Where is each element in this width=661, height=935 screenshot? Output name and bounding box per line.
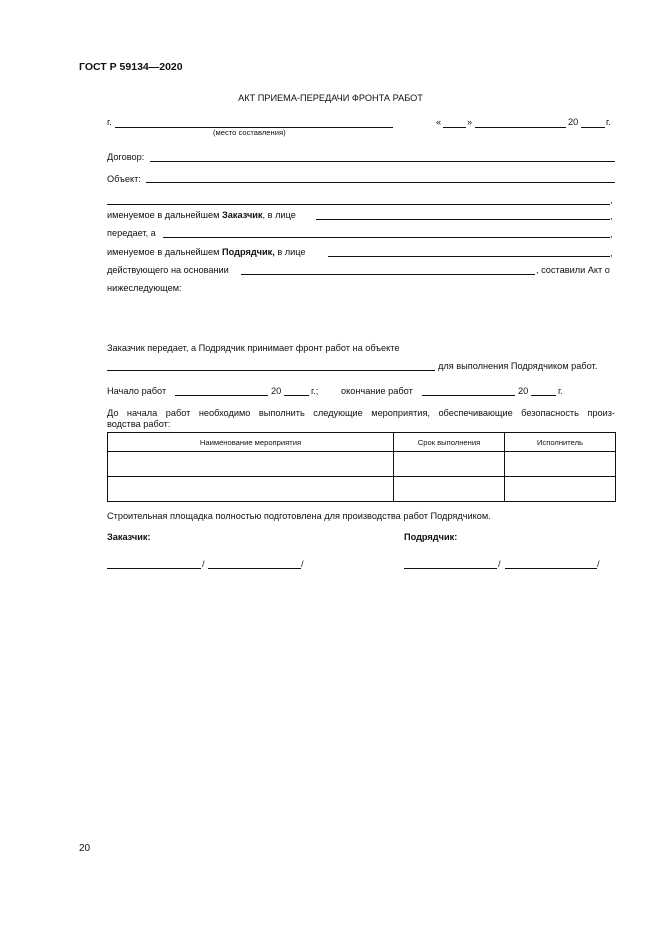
object-field-line[interactable] [146, 182, 615, 183]
object-works-field-line[interactable] [107, 370, 435, 371]
customer-bold: Заказчик [222, 210, 263, 220]
start-year-suffix: г.; [311, 386, 319, 396]
header-deadline: Срок выполнения [394, 433, 505, 452]
city-prefix: г. [107, 117, 112, 127]
place-caption: (место составления) [213, 128, 286, 137]
table-cell[interactable] [108, 477, 394, 502]
comma-2: , [610, 211, 613, 221]
month-field-line[interactable] [475, 127, 566, 128]
end-year-field-line[interactable] [531, 395, 556, 396]
contractor-name-line[interactable] [505, 568, 597, 569]
header-measure-name: Наименование мероприятия [108, 433, 394, 452]
customer-rep-field-line[interactable] [316, 219, 610, 220]
year-suffix: г. [606, 117, 611, 127]
table-cell[interactable] [108, 452, 394, 477]
table-cell[interactable] [394, 477, 505, 502]
comma-1: , [610, 195, 613, 205]
act-title: АКТ ПРИЕМА-ПЕРЕДАЧИ ФРОНТА РАБОТ [238, 93, 423, 103]
contractor-bold: Подрядчик, [222, 247, 275, 257]
object-label: Объект: [107, 174, 141, 184]
customer-signature-line[interactable] [107, 568, 201, 569]
contract-field-line[interactable] [150, 161, 615, 162]
site-ready-text: Строительная площадка полностью подготовлена для производства работ Подрядчиком. [107, 511, 491, 521]
contractor-signature-line[interactable] [404, 568, 497, 569]
basis-label: действующего на основании [107, 265, 229, 275]
measures-text-line1: До начала работ необходимо выполнить следующие мероприятия, обеспечивающие безопасность произ- [107, 408, 615, 418]
end-label: окончание работ [341, 386, 413, 396]
end-date-field-line[interactable] [422, 395, 515, 396]
transfers-label: передает, а [107, 228, 156, 238]
party-name-field-line[interactable] [107, 204, 610, 205]
end-year-suffix: г. [558, 386, 563, 396]
year-field-line[interactable] [581, 127, 605, 128]
customer-pre: именуемое в дальнейшем [107, 210, 223, 220]
contractor-signature-label: Подрядчик: [404, 532, 458, 542]
table-cell[interactable] [394, 452, 505, 477]
start-year-field-line[interactable] [284, 395, 309, 396]
customer-clause [107, 209, 296, 221]
contractor-pre: именуемое в дальнейшем [107, 247, 223, 257]
header-executor: Исполнитель [505, 433, 616, 452]
customer-name-line[interactable] [208, 568, 301, 569]
basis-field-line[interactable] [241, 274, 535, 275]
quote-close: » [467, 117, 473, 127]
contractor-slash-2: / [597, 559, 600, 569]
contractor-clause [107, 246, 306, 258]
start-label: Начало работ [107, 386, 167, 396]
start-date-field-line[interactable] [175, 395, 268, 396]
end-year-prefix: 20 [518, 386, 529, 396]
start-year-prefix: 20 [271, 386, 282, 396]
contract-label: Договор: [107, 152, 145, 162]
customer-post: , в лице [262, 210, 296, 220]
for-performance: для выполнения Подрядчиком работ. [438, 361, 598, 371]
table-row [108, 452, 616, 477]
contractor-post: в лице [274, 247, 306, 257]
customer-slash-2: / [301, 559, 304, 569]
comma-3: , [610, 229, 613, 239]
year-prefix: 20 [568, 117, 579, 127]
contractor-slash-1: / [498, 559, 501, 569]
basis-post: , составили Акт о [536, 265, 610, 275]
day-field-line[interactable] [443, 127, 466, 128]
table-row [108, 477, 616, 502]
customer-signature-label: Заказчик: [107, 532, 151, 542]
contractor-name-field-line[interactable] [163, 237, 610, 238]
table-cell[interactable] [505, 452, 616, 477]
table-cell[interactable] [505, 477, 616, 502]
measures-text-line2: водства работ: [107, 419, 171, 429]
measures-table [107, 432, 616, 502]
transfer-text: Заказчик передает, а Подрядчик принимает фронт работ на объекте [107, 343, 400, 353]
customer-slash-1: / [202, 559, 205, 569]
contractor-rep-field-line[interactable] [328, 256, 610, 257]
table-header-row [108, 433, 616, 452]
comma-4: , [610, 248, 613, 258]
page-number: 20 [79, 843, 91, 854]
below-label: нижеследующем: [107, 283, 182, 293]
quote-open: « [436, 117, 442, 127]
document-standard-code: ГОСТ Р 59134—2020 [79, 61, 183, 73]
